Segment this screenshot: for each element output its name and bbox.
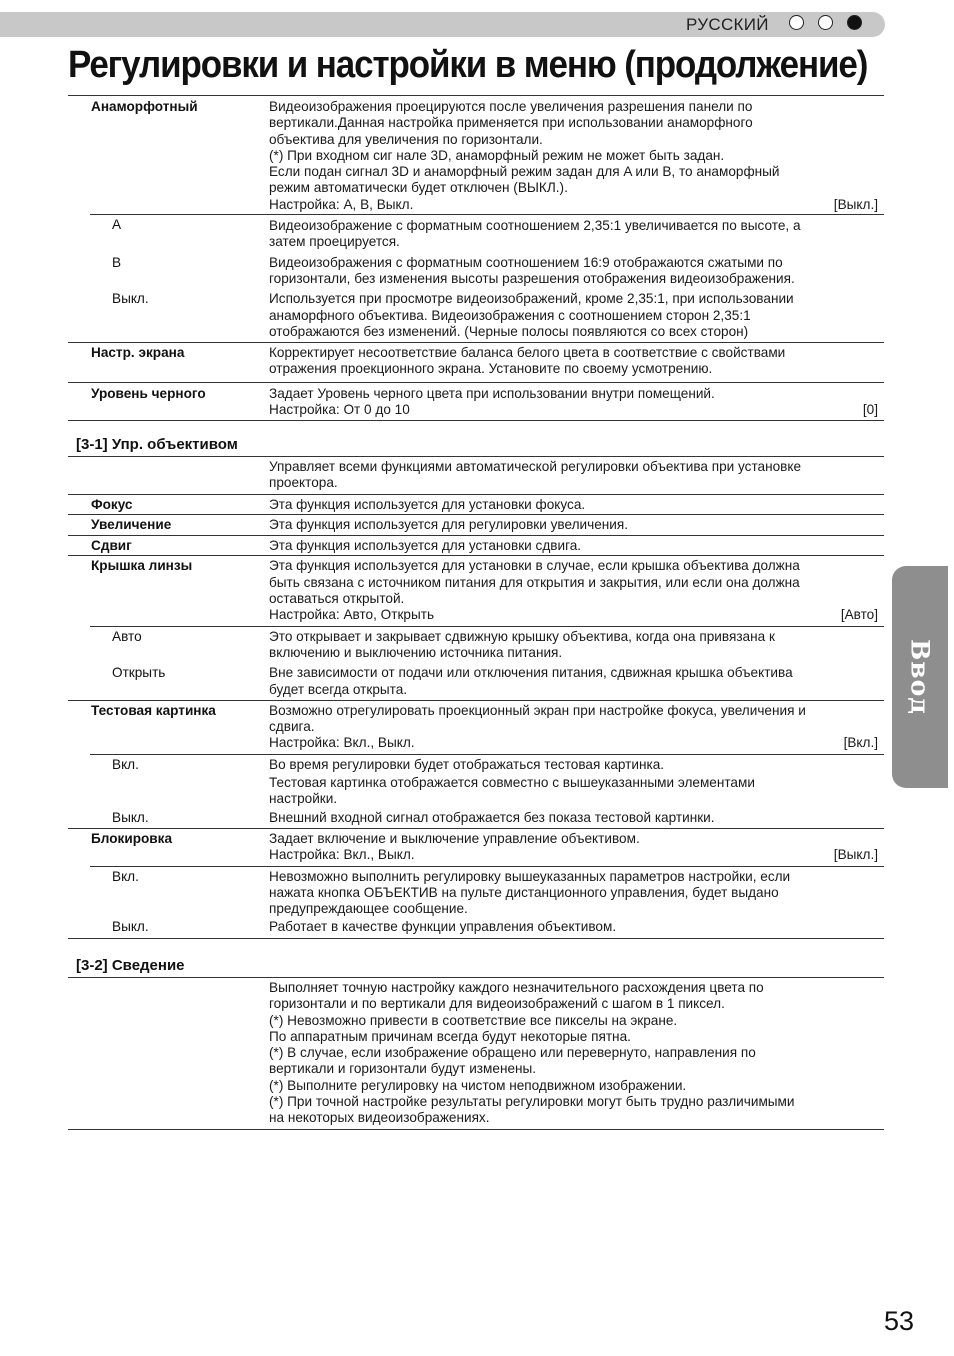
desc-line: Невозможно выполнить регулировку вышеуказанных параметров настройки, если [269,868,791,884]
row-description [269,626,884,662]
row-description [269,754,884,808]
row-screen-adjust [68,342,884,382]
section-heading-text: [3-2] Сведение [76,957,185,974]
desc-line: проектора. [269,475,338,491]
row-description [269,457,884,494]
desc-line: Задает Уровень черного цвета при использовании внутри помещений. [269,385,715,401]
row-description [269,555,884,625]
desc-line: анаморфного объектива. Видеоизображения с соотношением сторон 2,35:1 [269,307,751,323]
desc-line: (*) При точной настройке результаты регулировки могут быть трудно различимыми [269,1094,795,1110]
row-test-pattern-off [68,808,884,828]
setting-line [269,607,878,623]
row-lock-off [68,917,884,937]
section-dot-3-active [847,15,862,30]
section-heading-lens-control [68,436,884,457]
row-description [269,661,884,700]
page-number: 53 [884,1306,915,1336]
desc-line: Если подан сигнал 3D и анаморфный режим задан для A или B, то анаморфный [269,164,780,180]
row-lens-intro [68,457,884,494]
desc-line: горизонтали, без изменения высоты разрешения отображения видеоизображения. [269,270,795,286]
row-description [269,214,884,251]
row-lock [68,828,884,866]
row-description [269,382,884,421]
settings-table-picture [68,96,884,421]
row-convergence [68,978,884,1129]
row-label: Авто [112,628,142,644]
setting-values: Настройка: Вкл., Выкл. [269,735,415,751]
row-label: Крышка линзы [91,558,193,574]
setting-default: [Выкл.] [833,196,878,212]
row-description [269,96,884,213]
desc-line: (*) Невозможно привести в соответствие все пикселы на экране. [269,1012,678,1028]
table-end-rule [68,420,884,421]
setting-values: Настройка: A, B, Выкл. [269,196,414,212]
setting-line [269,197,878,213]
table-end-rule [68,1129,884,1130]
row-black-level [68,382,884,421]
row-description [269,494,884,514]
row-label: Увеличение [91,516,172,532]
setting-values: Настройка: Авто, Открыть [269,607,435,623]
desc-line: Эта функция используется для установки фокуса. [269,496,586,512]
setting-default: [Вкл.] [843,735,878,751]
desc-line: будет всегда открыта. [269,681,408,697]
desc-line: Используется при просмотре видеоизображений, кроме 2,35:1, при использовании [269,291,794,307]
desc-line: Видеоизображения с форматным соотношением 16:9 отображаются сжатыми по [269,254,783,270]
desc-line: Корректирует несоответствие баланса белого цвета в соответствие с свойствами [269,345,786,361]
row-description [269,978,884,1129]
desc-line: Тестовая картинка отображается совместно с вышеуказанными элементами [269,775,755,791]
desc-line: вертикали.Данная настройка применяется при использовании анаморфного [269,115,753,131]
row-label: Блокировка [91,830,173,846]
desc-line: Эта функция используется для установки в случае, если крышка объектива должна [269,558,800,574]
row-label: B [112,254,122,270]
desc-line: (*) При входном сиг нале 3D, анаморфный режим не может быть задан. [269,147,725,163]
row-label: Выкл. [112,291,149,307]
side-tab-label: Ввод [905,639,935,715]
row-lens-cover-auto [68,626,884,662]
row-shift [68,535,884,555]
lens-control-table [68,457,884,939]
setting-values: Настройка: Вкл., Выкл. [269,847,415,863]
desc-line: Это открывает и закрывает сдвижную крышку объектива, когда она привязана к [269,628,775,644]
desc-line: (*) В случае, если изображение обращено или перевернуто, направления по [269,1045,756,1061]
setting-line [269,847,878,863]
page-title: Регулировки и настройки в меню (продолжение) [68,44,868,86]
setting-default: [0] [862,402,878,418]
row-description [269,535,884,555]
language-label: РУССКИЙ [686,15,769,34]
desc-line: горизонтали и по вертикали для видеоизображений с шагом в 1 пиксел. [269,996,725,1012]
row-anamorphic-off [68,287,884,342]
desc-line: режим автоматически будет отключен (ВЫКЛ.). [269,180,568,196]
desc-line: объектива для увеличения по горизонтали. [269,131,543,147]
section-dot-1 [789,15,804,30]
row-description [269,514,884,535]
row-label: Уровень черного [91,385,206,401]
row-label: Анаморфотный [91,99,198,114]
row-label: Настр. экрана [91,345,185,361]
desc-line: Выполняет точную настройку каждого незначительного расхождения цвета по [269,980,764,995]
row-label: Сдвиг [91,538,132,554]
desc-line: затем проецируется. [269,234,400,250]
setting-default: [Авто] [840,607,878,623]
setting-line [269,735,878,751]
desc-line: Работает в качестве функции управления объективом. [269,919,617,935]
desc-line: на некоторых видеоизображениях. [269,1110,490,1126]
row-label: Открыть [112,665,166,681]
desc-line: Эта функция используется для регулировки увеличения. [269,516,628,532]
desc-line: Видеоизображение с форматным соотношением 2,35:1 увеличивается по высоте, а [269,218,801,234]
row-anamorphic-b [68,251,884,288]
row-label: A [112,217,122,233]
desc-line: быть связана с источником питания для открытия и закрытия, или если она должна [269,574,800,590]
desc-line: Управляет всеми функциями автоматической регулировки объектива при установке [269,459,802,474]
setting-line [269,402,878,418]
row-description [269,828,884,866]
setting-values: Настройка: От 0 до 10 [269,402,410,418]
row-focus [68,494,884,514]
desc-line: вертикали и горизонтали будут изменены. [269,1061,537,1077]
desc-line: оставаться открытой. [269,591,405,607]
row-description [269,700,884,754]
desc-line: Во время регулировки будет отображаться тестовая картинка. [269,756,665,772]
desc-line: (*) Выполните регулировку на чистом неподвижном изображении. [269,1077,687,1093]
row-label: Выкл. [112,919,149,935]
row-description [269,342,884,382]
row-label: Тестовая картинка [91,702,216,718]
desc-line: По аппаратным причинам всегда будут некоторые пятна. [269,1028,631,1044]
desc-line: Вне зависимости от подачи или отключения питания, сдвижная крышка объектива [269,665,793,681]
desc-line: Эта функция используется для установки сдвига. [269,538,582,554]
row-description [269,866,884,918]
section-dot-2 [818,15,833,30]
row-anamorphic-a [68,214,884,251]
row-description [269,287,884,342]
row-label: Вкл. [112,756,139,772]
desc-line: Задает включение и выключение управление объективом. [269,830,640,846]
table-end-rule [68,938,884,939]
row-test-pattern-on [68,754,884,808]
side-tab [892,566,948,788]
row-test-pattern [68,700,884,754]
desc-line: сдвига. [269,719,315,735]
desc-line: нажата кнопка ОБЪЕКТИВ на пульте дистанционного управления, будет выдано [269,884,779,900]
row-lens-cover [68,555,884,625]
row-label: Фокус [91,496,133,512]
desc-line: отображаются без изменений. (Черные полосы появляются со всех сторон) [269,323,749,339]
desc-line: Возможно отрегулировать проекционный экран при настройке фокуса, увеличения и [269,702,806,718]
row-description [269,251,884,288]
desc-line: Внешний входной сигнал отображается без показа тестовой картинки. [269,809,715,825]
row-zoom [68,514,884,535]
setting-default: [Выкл.] [833,847,878,863]
row-label: Вкл. [112,868,139,884]
desc-line: настройки. [269,791,338,807]
row-lock-on [68,866,884,918]
desc-line: Видеоизображения проецируются после увеличения разрешения панели по [269,99,753,114]
row-label: Выкл. [112,809,149,825]
desc-line: отражения проекционного экрана. Установите по своему усмотрению. [269,361,713,377]
row-anamorphic [68,96,884,213]
desc-line: предупреждающее сообщение. [269,901,468,917]
row-lens-cover-open [68,661,884,700]
row-description [269,917,884,937]
convergence-table [68,978,884,1130]
section-heading-convergence [68,957,884,978]
section-heading-text: [3-1] Упр. объективом [76,436,238,453]
row-description [269,808,884,828]
desc-line: включению и выключению источника питания. [269,644,563,660]
